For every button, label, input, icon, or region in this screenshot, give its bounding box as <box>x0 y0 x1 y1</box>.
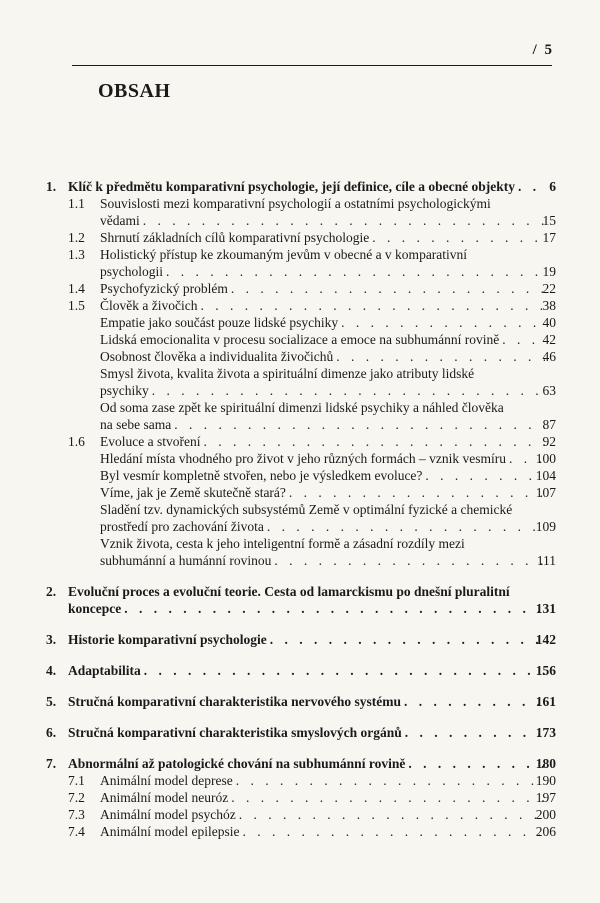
toc-entry[interactable] <box>0 484 600 501</box>
dot-leader <box>231 789 545 806</box>
toc-entry-number: 1. <box>46 179 57 194</box>
toc-entry-title: Osobnost člověka a individualita živočichů <box>100 349 334 364</box>
toc-entry-page: 22 <box>542 281 556 296</box>
toc-entry[interactable] <box>0 195 600 229</box>
toc-entry-title: psychiky <box>100 383 149 398</box>
toc-entry[interactable] <box>0 348 600 365</box>
toc-entry-title-line: Souvislosti mezi komparativní psychologií a ostatními psychologickými <box>100 196 491 211</box>
toc-entry[interactable] <box>0 724 600 741</box>
toc-entry-title: subhumánní a humánní rovinou <box>100 553 272 568</box>
toc-entry-title-line: Sladění tzv. dynamických subsystémů Země v optimální fyzické a chemické <box>100 502 513 517</box>
dot-leader <box>404 693 545 710</box>
dot-leader <box>174 416 545 433</box>
toc-entry-number: 4. <box>46 663 57 678</box>
toc-entry-title: psychologii <box>100 264 163 279</box>
toc-spacer <box>0 679 600 693</box>
toc-spacer <box>0 569 600 583</box>
page-header <box>72 42 554 64</box>
toc-entry-number: 2. <box>46 584 57 599</box>
toc-entry-title: Člověk a živočich <box>100 298 198 313</box>
header-rule <box>72 65 552 66</box>
toc-entry-title: Evoluce a stvoření <box>100 434 201 449</box>
toc-entry-title: Klíč k předmětu komparativní psychologie, její definice, cíle a obecné objekty <box>68 179 515 194</box>
toc-entry-number: 7.1 <box>68 773 85 788</box>
toc-spacer <box>0 648 600 662</box>
toc-entry[interactable] <box>0 693 600 710</box>
toc-entry-number: 3. <box>46 632 57 647</box>
toc-entry-page: 161 <box>535 694 556 709</box>
toc-entry[interactable] <box>0 450 600 467</box>
toc-entry[interactable] <box>0 314 600 331</box>
toc-entry-title: Hledání místa vhodného pro život v jeho různých formách – vznik vesmíru <box>100 451 507 466</box>
toc-entry-page: 92 <box>542 434 556 449</box>
toc-entry-title-line: Vznik života, cesta k jeho inteligentní formě a zásadní rozdíly mezi <box>100 536 465 551</box>
toc-entry-page: 131 <box>535 601 556 616</box>
toc-entry-title: koncepce <box>68 601 122 616</box>
toc-entry-title: Víme, jak je Země skutečně stará? <box>100 485 286 500</box>
dot-leader <box>341 314 545 331</box>
dot-leader <box>518 178 545 195</box>
toc-entry[interactable] <box>0 535 600 569</box>
toc-entry[interactable] <box>0 297 600 314</box>
toc-entry-page: 87 <box>542 417 556 432</box>
toc-entry-page: 107 <box>535 485 556 500</box>
table-of-contents <box>0 178 600 840</box>
toc-entry-title: Historie komparativní psychologie <box>68 632 267 647</box>
dot-leader <box>143 212 545 229</box>
toc-entry-page: 111 <box>536 553 556 568</box>
dot-leader <box>289 484 545 501</box>
toc-entry[interactable] <box>0 467 600 484</box>
dot-leader <box>372 229 545 246</box>
toc-entry-page: 200 <box>535 807 556 822</box>
page-title: OBSAH <box>98 80 171 102</box>
toc-entry-page: 173 <box>535 725 556 740</box>
toc-entry-title: Stručná komparativní charakteristika nervového systému <box>68 694 401 709</box>
toc-entry-number: 7.4 <box>68 824 85 839</box>
toc-entry[interactable] <box>0 806 600 823</box>
toc-entry-number: 1.1 <box>68 196 85 211</box>
toc-entry[interactable] <box>0 662 600 679</box>
dot-leader <box>152 382 545 399</box>
toc-entry[interactable] <box>0 331 600 348</box>
dot-leader <box>242 823 545 840</box>
dot-leader <box>144 662 545 679</box>
toc-entry[interactable] <box>0 823 600 840</box>
toc-entry-number: 7.2 <box>68 790 85 805</box>
toc-entry-page: 63 <box>542 383 556 398</box>
dot-leader <box>408 755 545 772</box>
toc-entry-title: Empatie jako součást pouze lidské psychiky <box>100 315 339 330</box>
toc-entry-title: Animální model deprese <box>100 773 233 788</box>
toc-entry-title: vědami <box>100 213 140 228</box>
toc-entry[interactable] <box>0 229 600 246</box>
toc-entry-title: prostředí pro zachování života <box>100 519 264 534</box>
toc-entry-title: Animální model neuróz <box>100 790 229 805</box>
dot-leader <box>405 724 545 741</box>
dot-leader <box>425 467 545 484</box>
toc-entry-page: 100 <box>535 451 556 466</box>
dot-leader <box>236 772 545 789</box>
toc-entry-title: Psychofyzický problém <box>100 281 228 296</box>
toc-entry[interactable] <box>0 501 600 535</box>
toc-entry-title: Lidská emocionalita v procesu socializace a emoce na subhumánní rovině <box>100 332 500 347</box>
toc-entry[interactable] <box>0 246 600 280</box>
page-number: / 5 <box>532 42 554 58</box>
toc-entry[interactable] <box>0 178 600 195</box>
toc-entry[interactable] <box>0 365 600 399</box>
dot-leader <box>231 280 545 297</box>
toc-entry-number: 1.3 <box>68 247 85 262</box>
toc-entry-title-line: Evoluční proces a evoluční teorie. Cesta od lamarckismu po dnešní pluralitní <box>68 584 510 599</box>
toc-entry-title: Adaptabilita <box>68 663 141 678</box>
toc-entry-number: 5. <box>46 694 57 709</box>
toc-entry-page: 142 <box>535 632 556 647</box>
toc-entry-page: 40 <box>542 315 556 330</box>
toc-entry-page: 38 <box>542 298 556 313</box>
toc-entry[interactable] <box>0 433 600 450</box>
toc-entry[interactable] <box>0 399 600 433</box>
toc-entry[interactable] <box>0 631 600 648</box>
toc-entry-title: Shrnutí základních cílů komparativní psychologie <box>100 230 370 245</box>
toc-entry-page: 42 <box>542 332 556 347</box>
toc-entry-page: 15 <box>542 213 556 228</box>
toc-entry-title: Animální model psychóz <box>100 807 236 822</box>
dot-leader <box>270 631 545 648</box>
toc-entry-page: 46 <box>542 349 556 364</box>
toc-entry-number: 7. <box>46 756 57 771</box>
toc-entry-title: Abnormální až patologické chování na subhumánní rovině <box>68 756 406 771</box>
toc-entry-page: 190 <box>535 773 556 788</box>
toc-entry-title: Byl vesmír kompletně stvořen, nebo je výsledkem evoluce? <box>100 468 423 483</box>
toc-entry-page: 6 <box>549 179 556 194</box>
toc-entry-title: Animální model epilepsie <box>100 824 240 839</box>
toc-entry-page: 109 <box>535 519 556 534</box>
toc-entry-number: 7.3 <box>68 807 85 822</box>
toc-entry-number: 6. <box>46 725 57 740</box>
toc-spacer <box>0 710 600 724</box>
dot-leader <box>166 263 545 280</box>
toc-entry[interactable] <box>0 755 600 772</box>
toc-entry-title: Stručná komparativní charakteristika smyslových orgánů <box>68 725 402 740</box>
toc-entry-page: 180 <box>535 756 556 771</box>
toc-entry-page: 104 <box>535 468 556 483</box>
toc-entry-number: 1.4 <box>68 281 85 296</box>
toc-entry-number: 1.2 <box>68 230 85 245</box>
toc-entry-number: 1.5 <box>68 298 85 313</box>
dot-leader <box>203 433 545 450</box>
dot-leader <box>200 297 545 314</box>
toc-entry[interactable] <box>0 280 600 297</box>
toc-entry-page: 206 <box>535 824 556 839</box>
dot-leader <box>267 518 545 535</box>
toc-entry-title-line: Od soma zase zpět ke spirituální dimenzi lidské psychiky a náhled člověka <box>100 400 504 415</box>
toc-entry-page: 156 <box>535 663 556 678</box>
toc-entry-title-line: Holistický přístup ke zkoumaným jevům v obecné a v komparativní <box>100 247 468 262</box>
toc-entry[interactable] <box>0 772 600 789</box>
toc-spacer <box>0 617 600 631</box>
toc-entry-page: 17 <box>542 230 556 245</box>
dot-leader <box>502 331 545 348</box>
dot-leader <box>336 348 545 365</box>
toc-entry-page: 19 <box>542 264 556 279</box>
toc-entry-title: na sebe sama <box>100 417 172 432</box>
toc-spacer <box>0 741 600 755</box>
toc-entry-page: 197 <box>535 790 556 805</box>
toc-entry[interactable] <box>0 789 600 806</box>
toc-entry-title-line: Smysl života, kvalita života a spirituální dimenze jako atributy lidské <box>100 366 475 381</box>
dot-leader <box>239 806 545 823</box>
dot-leader <box>274 552 545 569</box>
dot-leader <box>124 600 545 617</box>
toc-entry-number: 1.6 <box>68 434 85 449</box>
toc-entry[interactable] <box>0 583 600 617</box>
